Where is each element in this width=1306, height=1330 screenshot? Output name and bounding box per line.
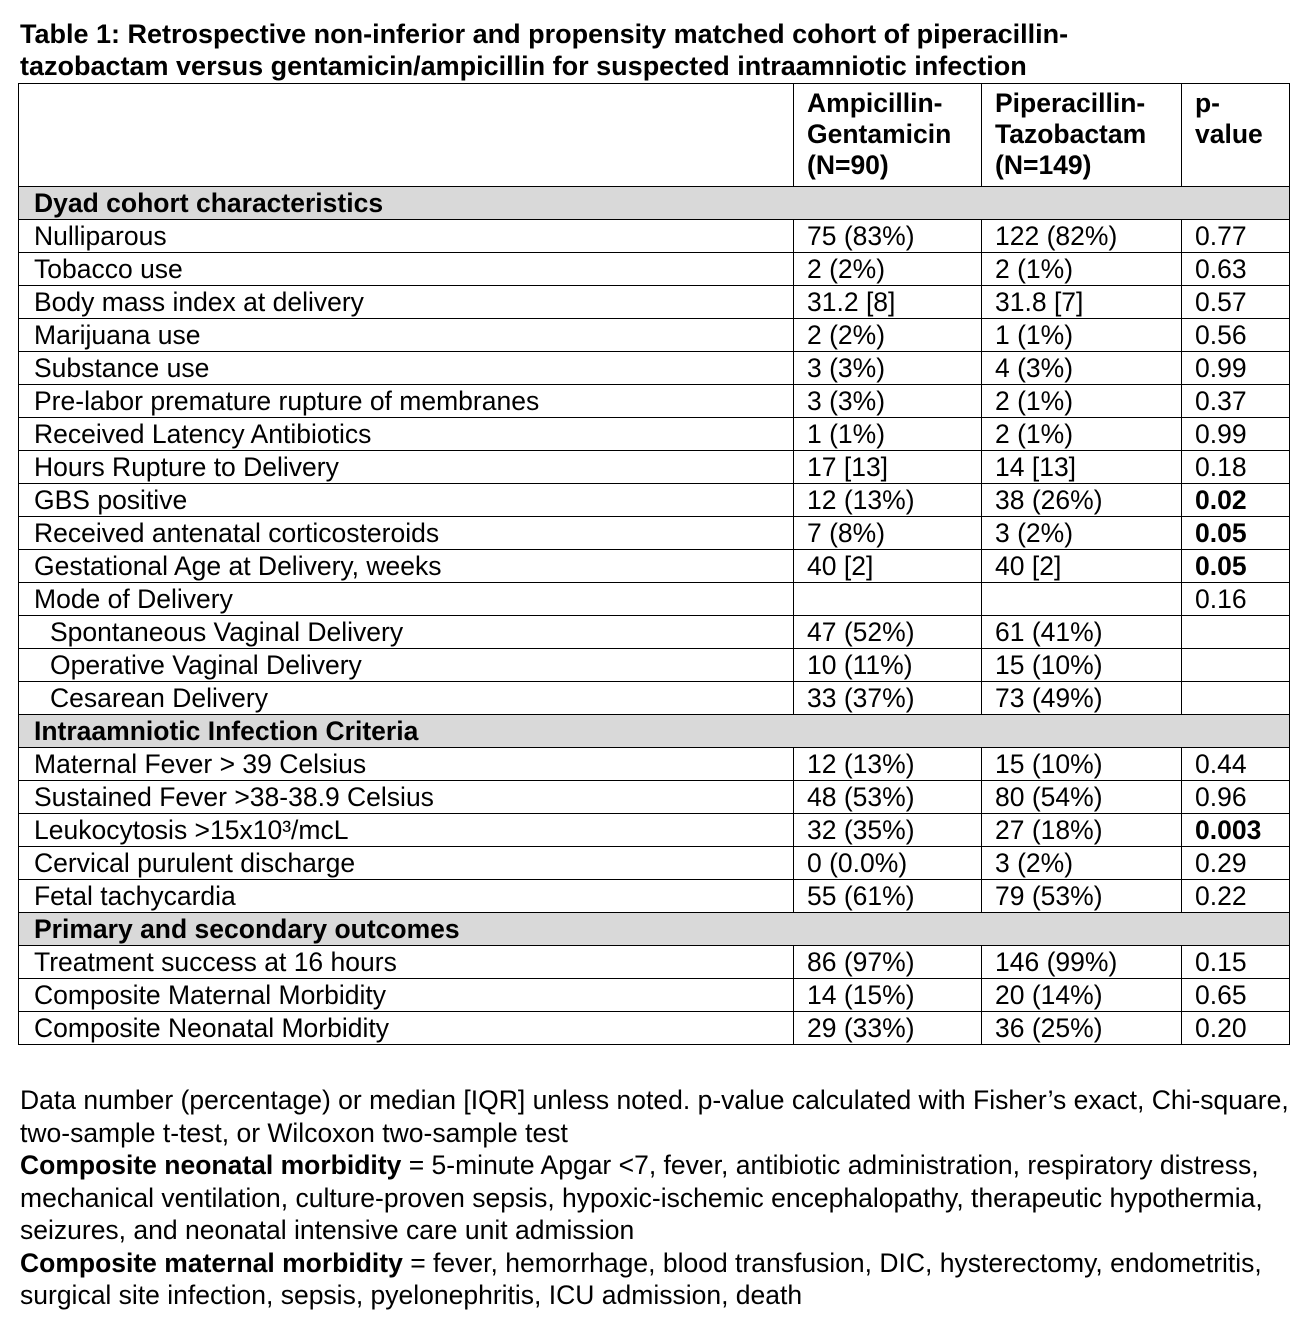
p-value [1182, 616, 1290, 649]
table-row [19, 748, 1290, 781]
piperacillin-tazobactam-value: 20 (14%) [982, 979, 1182, 1012]
row-label: Received antenatal corticosteroids [19, 517, 794, 550]
row-label: Substance use [19, 352, 794, 385]
ampicillin-gentamicin-value: 32 (35%) [794, 814, 982, 847]
p-value: 0.56 [1182, 319, 1290, 352]
table-row [19, 253, 1290, 286]
table-title-line2: tazobactam versus gentamicin/ampicillin for suspected intraamniotic infection [20, 51, 1027, 81]
p-value: 0.29 [1182, 847, 1290, 880]
piperacillin-tazobactam-value: 61 (41%) [982, 616, 1182, 649]
piperacillin-tazobactam-value [982, 583, 1182, 616]
p-value: 0.77 [1182, 220, 1290, 253]
section-header-row [19, 715, 1290, 748]
piperacillin-tazobactam-value: 2 (1%) [982, 385, 1182, 418]
row-label: Leukocytosis >15x10³/mcL [19, 814, 794, 847]
piperacillin-tazobactam-value: 40 [2] [982, 550, 1182, 583]
table-row [19, 583, 1290, 616]
table-row [19, 286, 1290, 319]
section-title: Primary and secondary outcomes [19, 913, 1290, 946]
row-label: Spontaneous Vaginal Delivery [19, 616, 794, 649]
ampicillin-gentamicin-value: 75 (83%) [794, 220, 982, 253]
table-row [19, 781, 1290, 814]
maternal-morbidity-definition: = fever, hemorrhage, blood transfusion, DIC, hysterectomy, endometritis, surgical site infection, sepsis, pyelonephritis, ICU admission, death [20, 1247, 1262, 1310]
section-header-row [19, 187, 1290, 220]
neonatal-morbidity-definition: = 5-minute Apgar <7, fever, antibiotic administration, respiratory distress, mechanical ventilation, culture-proven sepsis, hypoxic-ischemic encephalopathy, therapeutic hypothermia, seizures, and neonatal intensive care unit admission [20, 1150, 1263, 1245]
table-row [19, 418, 1290, 451]
table-row [19, 385, 1290, 418]
table-row [19, 946, 1290, 979]
header-piperacillin-tazobactam: Piperacillin- Tazobactam (N=149) [982, 84, 1182, 187]
p-value [1182, 682, 1290, 715]
ampicillin-gentamicin-value: 10 (11%) [794, 649, 982, 682]
p-value: 0.02 [1182, 484, 1290, 517]
ampicillin-gentamicin-value: 48 (53%) [794, 781, 982, 814]
table-row [19, 220, 1290, 253]
ampicillin-gentamicin-value: 7 (8%) [794, 517, 982, 550]
piperacillin-tazobactam-value: 3 (2%) [982, 517, 1182, 550]
row-label: Treatment success at 16 hours [19, 946, 794, 979]
table-title-line1: Table 1: Retrospective non-inferior and propensity matched cohort of piperacillin- [20, 19, 1069, 49]
piperacillin-tazobactam-value: 73 (49%) [982, 682, 1182, 715]
ampicillin-gentamicin-value: 55 (61%) [794, 880, 982, 913]
piperacillin-tazobactam-value: 31.8 [7] [982, 286, 1182, 319]
piperacillin-tazobactam-value: 1 (1%) [982, 319, 1182, 352]
piperacillin-tazobactam-value: 27 (18%) [982, 814, 1182, 847]
p-value: 0.16 [1182, 583, 1290, 616]
table-row [19, 682, 1290, 715]
p-value: 0.37 [1182, 385, 1290, 418]
maternal-morbidity-note [20, 1247, 1290, 1312]
p-value: 0.65 [1182, 979, 1290, 1012]
ampicillin-gentamicin-value: 2 (2%) [794, 253, 982, 286]
table-row [19, 616, 1290, 649]
neonatal-morbidity-term: Composite neonatal morbidity [20, 1150, 402, 1180]
ampicillin-gentamicin-value: 12 (13%) [794, 748, 982, 781]
ampicillin-gentamicin-value: 3 (3%) [794, 385, 982, 418]
piperacillin-tazobactam-value: 3 (2%) [982, 847, 1182, 880]
table-title [20, 18, 1290, 82]
piperacillin-tazobactam-value: 122 (82%) [982, 220, 1182, 253]
piperacillin-tazobactam-value: 79 (53%) [982, 880, 1182, 913]
p-value: 0.18 [1182, 451, 1290, 484]
ampicillin-gentamicin-value [794, 583, 982, 616]
ampicillin-gentamicin-value: 14 (15%) [794, 979, 982, 1012]
p-value: 0.15 [1182, 946, 1290, 979]
table-row [19, 319, 1290, 352]
piperacillin-tazobactam-value: 2 (1%) [982, 418, 1182, 451]
row-label: Maternal Fever > 39 Celsius [19, 748, 794, 781]
row-label: Sustained Fever >38-38.9 Celsius [19, 781, 794, 814]
row-label: Composite Neonatal Morbidity [19, 1012, 794, 1045]
piperacillin-tazobactam-value: 2 (1%) [982, 253, 1182, 286]
data-note: Data number (percentage) or median [IQR] unless noted. p-value calculated with Fisher’s exact, Chi-square, two-sample t-test, or Wilcoxon two-sample test [20, 1085, 1289, 1148]
ampicillin-gentamicin-value: 40 [2] [794, 550, 982, 583]
piperacillin-tazobactam-value: 4 (3%) [982, 352, 1182, 385]
row-label: Composite Maternal Morbidity [19, 979, 794, 1012]
row-label: Marijuana use [19, 319, 794, 352]
results-table [18, 83, 1290, 1045]
ampicillin-gentamicin-value: 47 (52%) [794, 616, 982, 649]
ampicillin-gentamicin-value: 17 [13] [794, 451, 982, 484]
p-value: 0.44 [1182, 748, 1290, 781]
header-blank [19, 84, 794, 187]
p-value: 0.99 [1182, 418, 1290, 451]
ampicillin-gentamicin-value: 31.2 [8] [794, 286, 982, 319]
row-label: GBS positive [19, 484, 794, 517]
table-row [19, 517, 1290, 550]
table-row [19, 814, 1290, 847]
row-label: Nulliparous [19, 220, 794, 253]
header-p-value: p- value [1182, 84, 1290, 187]
row-label: Received Latency Antibiotics [19, 418, 794, 451]
row-label: Cervical purulent discharge [19, 847, 794, 880]
table-row [19, 1012, 1290, 1045]
row-label: Mode of Delivery [19, 583, 794, 616]
p-value: 0.63 [1182, 253, 1290, 286]
ampicillin-gentamicin-value: 12 (13%) [794, 484, 982, 517]
neonatal-morbidity-note [20, 1149, 1290, 1247]
ampicillin-gentamicin-value: 29 (33%) [794, 1012, 982, 1045]
section-header-row [19, 913, 1290, 946]
row-label: Tobacco use [19, 253, 794, 286]
row-label: Operative Vaginal Delivery [19, 649, 794, 682]
maternal-morbidity-term: Composite maternal morbidity [20, 1247, 403, 1278]
p-value: 0.99 [1182, 352, 1290, 385]
table-header-row [19, 84, 1290, 187]
table-row [19, 649, 1290, 682]
row-label: Body mass index at delivery [19, 286, 794, 319]
row-label: Fetal tachycardia [19, 880, 794, 913]
table-row [19, 484, 1290, 517]
p-value: 0.22 [1182, 880, 1290, 913]
table-row [19, 451, 1290, 484]
table-row [19, 550, 1290, 583]
header-ampicillin-gentamicin: Ampicillin- Gentamicin (N=90) [794, 84, 982, 187]
p-value: 0.003 [1182, 814, 1290, 847]
p-value: 0.05 [1182, 550, 1290, 583]
p-value: 0.57 [1182, 286, 1290, 319]
ampicillin-gentamicin-value: 1 (1%) [794, 418, 982, 451]
piperacillin-tazobactam-value: 146 (99%) [982, 946, 1182, 979]
piperacillin-tazobactam-value: 36 (25%) [982, 1012, 1182, 1045]
table-row [19, 847, 1290, 880]
table-row [19, 352, 1290, 385]
ampicillin-gentamicin-value: 0 (0.0%) [794, 847, 982, 880]
row-label: Gestational Age at Delivery, weeks [19, 550, 794, 583]
ampicillin-gentamicin-value: 2 (2%) [794, 319, 982, 352]
piperacillin-tazobactam-value: 14 [13] [982, 451, 1182, 484]
section-title: Dyad cohort characteristics [19, 187, 1290, 220]
table-body [19, 187, 1290, 1045]
row-label: Pre-labor premature rupture of membranes [19, 385, 794, 418]
piperacillin-tazobactam-value: 15 (10%) [982, 748, 1182, 781]
row-label: Hours Rupture to Delivery [19, 451, 794, 484]
p-value [1182, 649, 1290, 682]
section-title: Intraamniotic Infection Criteria [19, 715, 1290, 748]
piperacillin-tazobactam-value: 15 (10%) [982, 649, 1182, 682]
ampicillin-gentamicin-value: 86 (97%) [794, 946, 982, 979]
p-value: 0.96 [1182, 781, 1290, 814]
ampicillin-gentamicin-value: 33 (37%) [794, 682, 982, 715]
p-value: 0.20 [1182, 1012, 1290, 1045]
table-row [19, 880, 1290, 913]
row-label: Cesarean Delivery [19, 682, 794, 715]
piperacillin-tazobactam-value: 38 (26%) [982, 484, 1182, 517]
table-row [19, 979, 1290, 1012]
p-value: 0.05 [1182, 517, 1290, 550]
ampicillin-gentamicin-value: 3 (3%) [794, 352, 982, 385]
table-footnotes [20, 1084, 1290, 1312]
piperacillin-tazobactam-value: 80 (54%) [982, 781, 1182, 814]
